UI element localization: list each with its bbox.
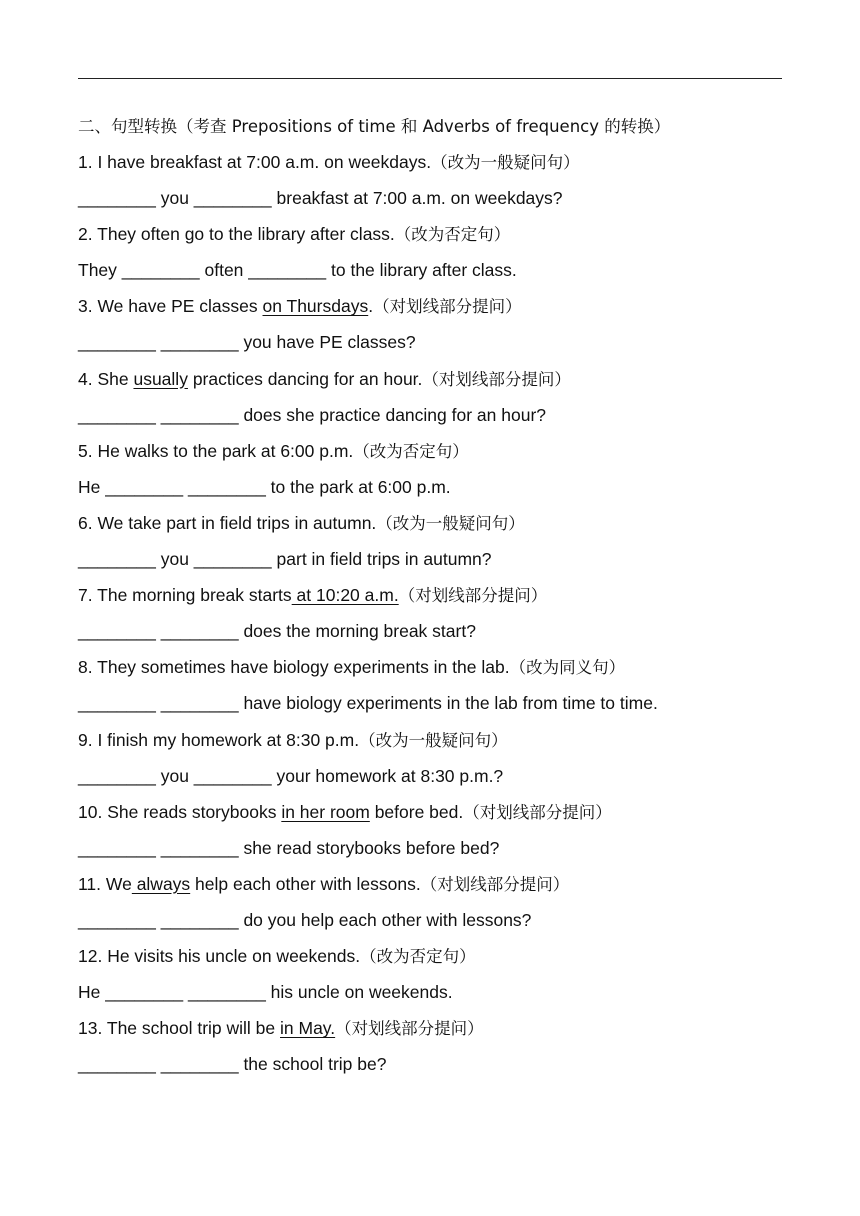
instruction-note: （对划线部分提问） xyxy=(335,1019,484,1039)
question-8 xyxy=(78,653,798,689)
answer-line-9: ________ you ________ your homework at 8:30 p.m.? xyxy=(78,765,504,786)
question-text: 5. He walks to the park at 6:00 p.m. xyxy=(78,440,354,461)
question-text: 9. I finish my homework at 8:30 p.m. xyxy=(78,729,360,750)
question-12 xyxy=(78,942,798,978)
question-9 xyxy=(78,726,798,762)
underlined-phrase: at 10:20 a.m. xyxy=(291,585,399,606)
question-7 xyxy=(78,581,798,617)
question-2 xyxy=(78,220,798,256)
instruction-note: （对划线部分提问） xyxy=(398,586,548,606)
instruction-note: （对划线部分提问） xyxy=(463,802,612,822)
exercise-section xyxy=(78,112,798,1086)
question-4 xyxy=(78,365,798,401)
answer-line-7: ________ ________ does the morning break start? xyxy=(78,621,476,642)
question-text: 6. We take part in field trips in autumn. xyxy=(78,512,377,533)
question-text: 1. I have breakfast at 7:00 a.m. on weekdays. xyxy=(78,152,432,172)
underlined-phrase: in her room xyxy=(281,801,370,822)
question-text: 10. She reads storybooks xyxy=(78,801,282,822)
question-13 xyxy=(78,1014,798,1050)
header-divider xyxy=(78,78,782,79)
instruction-note: （对划线部分提问） xyxy=(373,297,522,317)
answer-line-8: ________ ________ have biology experiments in the lab from time to time. xyxy=(78,693,658,714)
answer-line-4: ________ ________ does she practice dancing for an hour? xyxy=(78,404,547,425)
instruction-note: （对划线部分提问） xyxy=(420,874,570,894)
question-6 xyxy=(78,509,798,545)
question-11 xyxy=(78,870,798,906)
instruction-note: （改为一般疑问句） xyxy=(431,153,580,172)
instruction-note: （改为否定句） xyxy=(394,225,511,245)
instruction-note: （改为同义句） xyxy=(509,658,626,678)
instruction-note: （改为否定句） xyxy=(353,441,469,461)
question-text: 13. The school trip will be xyxy=(78,1018,281,1039)
question-1 xyxy=(78,148,798,184)
instruction-note: （改为一般疑问句） xyxy=(359,730,508,750)
question-text: 4. She xyxy=(78,368,134,389)
answer-line-3: ________ ________ you have PE classes? xyxy=(78,332,416,353)
question-5 xyxy=(78,437,798,473)
answer-line-11: ________ ________ do you help each other with lessons? xyxy=(78,909,532,930)
question-text-tail: practices dancing for an hour. xyxy=(187,368,423,389)
underlined-phrase: always xyxy=(131,873,191,894)
instruction-note: （改为否定句） xyxy=(360,947,476,967)
answer-line-6: ________ you ________ part in field trips in autumn? xyxy=(78,549,492,570)
underlined-phrase: in May. xyxy=(280,1018,336,1039)
question-text-tail: before bed. xyxy=(369,801,464,822)
answer-line-12: He ________ ________ his uncle on weekends. xyxy=(78,982,453,1003)
question-text-tail: . xyxy=(368,296,374,317)
question-text: 11. We xyxy=(78,873,132,894)
question-10 xyxy=(78,798,798,834)
question-list xyxy=(78,148,798,1086)
section-title: 二、句型转换（考查 Prepositions of time 和 Adverbs of frequency 的转换） xyxy=(78,117,671,136)
answer-line-1: ________ you ________ breakfast at 7:00 a.m. on weekdays? xyxy=(78,188,563,209)
question-text: 8. They sometimes have biology experiments in the lab. xyxy=(78,657,510,678)
answer-line-5: He ________ ________ to the park at 6:00 p.m. xyxy=(78,476,451,497)
answer-line-10: ________ ________ she read storybooks before bed? xyxy=(78,837,500,858)
instruction-note: （改为一般疑问句） xyxy=(376,513,525,533)
question-3 xyxy=(78,292,798,328)
underlined-phrase: usually xyxy=(133,368,188,389)
question-text-tail: help each other with lessons. xyxy=(190,873,421,894)
question-text: 3. We have PE classes xyxy=(78,296,263,317)
question-text: 12. He visits his uncle on weekends. xyxy=(78,946,361,967)
question-text: 7. The morning break starts xyxy=(78,585,292,606)
instruction-note: （对划线部分提问） xyxy=(422,369,571,389)
answer-line-2: They ________ often ________ to the library after class. xyxy=(78,260,517,281)
question-text: 2. They often go to the library after class. xyxy=(78,224,395,245)
answer-line-13: ________ ________ the school trip be? xyxy=(78,1054,387,1075)
underlined-phrase: on Thursdays xyxy=(262,296,369,317)
